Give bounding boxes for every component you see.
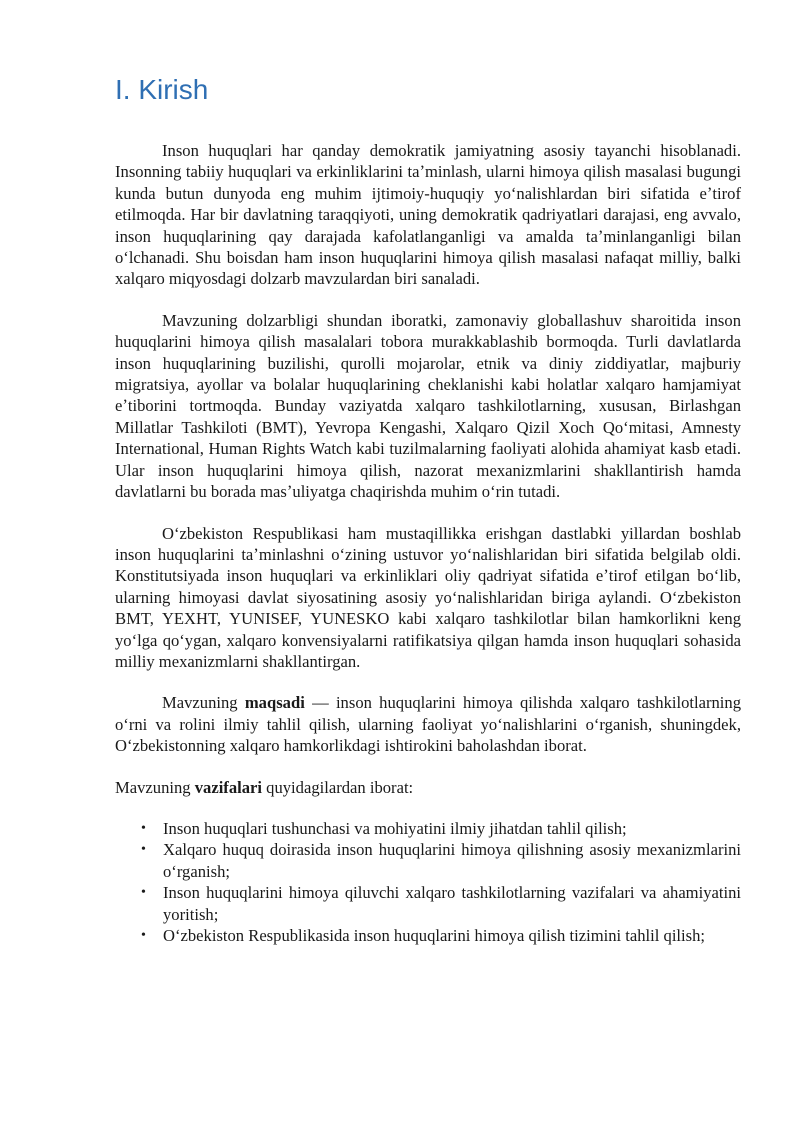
list-item: [115, 818, 741, 839]
purpose-keyword: maqsadi: [244, 693, 305, 713]
paragraph-tasks-intro: [115, 777, 741, 798]
task-list: [115, 818, 741, 946]
tasks-lead: Mavzuning: [115, 777, 195, 797]
paragraph-intro: Inson huquqlari har qanday demokratik jamiyatning asosiy tayanchi hisoblanadi. Insonning tabiiy huquqlari va erkinliklarini taʼminlash, ularni himoya qilish masalasi bugungi kunda butun dunyoda eng muhim ijtimoiy-huquqiy yoʻnalishlardan biri sifatida eʼtirof etilmoqda. Har bir davlatning taraqqiyoti, uning demokratik qadriyatlari darajasi, eng avvalo, inson huquqlarining qay darajada kafolatlanganligi va amalda taʼminlanganligi bilan oʻlchanadi. Shu boisdan ham inson huquqlarini himoya qilish masalasi nafaqat milliy, balki xalqaro miqyosdagi dolzarb mavzulardan biri sanaladi.: [115, 141, 741, 289]
bullet-icon: •: [141, 820, 146, 836]
list-item: [115, 925, 741, 946]
bullet-icon: •: [141, 928, 146, 943]
task-text: Inson huquqlari tushunchasi va mohiyatini ilmiy jihatdan tahlil qilish;: [163, 818, 627, 838]
paragraph-purpose: [115, 692, 741, 756]
tasks-keyword: vazifalari: [194, 777, 263, 797]
task-text: Oʻzbekiston Respublikasida inson huquqlarini himoya qilish tizimini tahlil qilish;: [163, 926, 706, 945]
list-item: [115, 839, 741, 882]
task-text: Xalqaro huquq doirasida inson huquqlarini himoya qilishning asosiy mexanizmlarini oʻrganish;: [163, 840, 741, 881]
tasks-intro-text: quyidagilardan iborat:: [262, 777, 414, 797]
section-heading: I. Kirish: [115, 74, 209, 105]
bullet-icon: •: [141, 842, 146, 858]
list-item: [115, 882, 741, 925]
paragraph-relevance: Mavzuning dolzarbligi shundan iboratki, zamonaviy globallashuv sharoitida inson huquqlarini himoya qilish masalalari tobora murakkablashib bormoqda. Turli davlatlarda inson huquqlarining buzilishi, qurolli mojarolar, etnik va diniy ziddiyatlar, majburiy migratsiya, ayollar va bolalar huquqlarining cheklanishi kabi holatlar xalqaro hamjamiyat eʼtiborini tortmoqda. Bunday vaziyatda xalqaro tashkilotlarning, xususan, Birlashgan Millatlar Tashkiloti (BMT), Yevropa Kengashi, Xalqaro Qizil Xoch Qoʻmitasi, Amnesty International, Human Rights Watch kabi tuzilmalarning faoliyati alohida ahamiyat kasb etadi. Ular inson huquqlarini himoya qilish, nazorat mexanizmlarini shakllantirish hamda davlatlarni bu borada masʼuliyatga chaqirishda muhim oʻrin tutadi.: [115, 310, 741, 502]
bullet-icon: •: [141, 885, 146, 901]
document-page: [115, 70, 741, 946]
purpose-lead: Mavzuning: [162, 693, 245, 713]
purpose-text: — inson huquqlarini himoya qilishda xalqaro tashkilotlarning oʻrni va rolini ilmiy tahlil qilish, ularning faoliyat yoʻnalishlarini oʻrganish, shuningdek, Oʻzbekistonning xalqaro hamkorlikdagi ishtirokini baholashdan iborat.: [115, 693, 741, 756]
task-text: Inson huquqlarini himoya qiluvchi xalqaro tashkilotlarning vazifalari va ahamiyatini yoritish;: [163, 883, 741, 924]
paragraph-uzbekistan: Oʻzbekiston Respublikasi ham mustaqillikka erishgan dastlabki yillardan boshlab inson huquqlarini taʼminlashni oʻzining ustuvor yoʻnalishlaridan biri sifatida belgilab oldi. Konstitutsiyada inson huquqlari va erkinliklari oliy qadriyat sifatida eʼtirof etilgan boʻlib, ularning himoyasi davlat siyosatining asosiy yoʻnalishlaridan biriga aylandi. Oʻzbekiston BMT, YEXHT, YUNISEF, YUNESKO kabi xalqaro tashkilotlar bilan hamkorlikni keng yoʻlga qoʻygan, xalqaro konvensiyalarni ratifikatsiya qilgan hamda inson huquqlari sohasida milliy mexanizmlarni shakllantirgan.: [115, 523, 741, 671]
